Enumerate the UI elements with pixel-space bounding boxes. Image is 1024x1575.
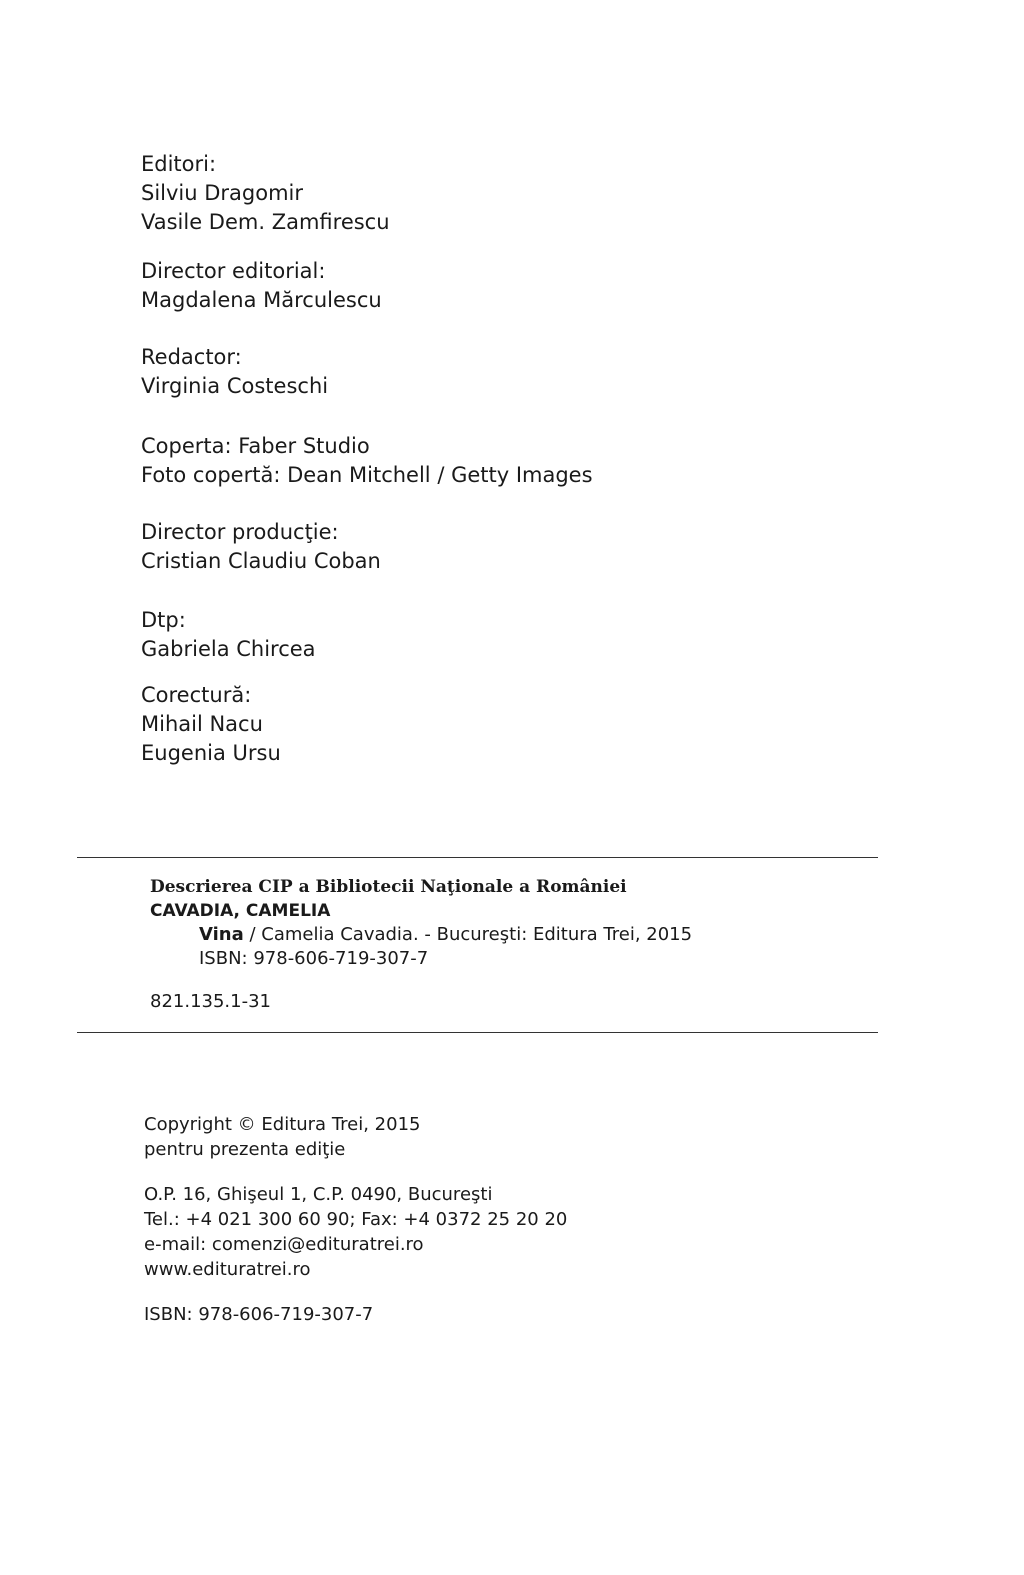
cip-author: CAVADIA, CAMELIA xyxy=(150,901,331,921)
credit-role: Corectură: xyxy=(141,683,252,707)
credit-name: Virginia Costeschi xyxy=(141,374,329,398)
credit-director-editorial xyxy=(141,257,382,315)
credit-name: Eugenia Ursu xyxy=(141,741,281,765)
credit-role: Redactor: xyxy=(141,345,242,369)
credit-dtp xyxy=(141,606,316,664)
cip-top-rule xyxy=(77,857,878,858)
imprint-isbn: ISBN: 978-606-719-307-7 xyxy=(144,1304,374,1325)
edition-line: pentru prezenta ediţie xyxy=(144,1139,346,1160)
credit-director-productie xyxy=(141,518,381,576)
imprint-section xyxy=(144,1112,844,1327)
credit-redactor xyxy=(141,343,328,401)
credit-name: Vasile Dem. Zamfirescu xyxy=(141,210,390,234)
credit-name: Silviu Dragomir xyxy=(141,181,304,205)
cip-classification: 821.135.1-31 xyxy=(150,991,272,1012)
phone-line: Tel.: +4 021 300 60 90; Fax: +4 0372 25 20 20 xyxy=(144,1209,568,1230)
credit-name: Cristian Claudiu Coban xyxy=(141,549,381,573)
credit-line: Coperta: Faber Studio xyxy=(141,434,370,458)
credit-role: Director producţie: xyxy=(141,520,339,544)
credit-name: Magdalena Mărculescu xyxy=(141,288,382,312)
cip-title-rest: / Camelia Cavadia. - Bucureşti: Editura Trei, 2015 xyxy=(243,924,693,945)
cip-bottom-rule xyxy=(77,1032,878,1033)
credit-coperta xyxy=(141,432,593,490)
address-line: O.P. 16, Ghişeul 1, C.P. 0490, Bucureşti xyxy=(144,1184,493,1205)
cip-title-line xyxy=(150,923,850,947)
email-line: e-mail: comenzi@edituratrei.ro xyxy=(144,1234,424,1255)
credit-name: Gabriela Chircea xyxy=(141,637,316,661)
cip-heading: Descrierea CIP a Bibliotecii Naţionale a României xyxy=(150,877,627,897)
cip-book-title: Vina xyxy=(199,924,244,945)
credit-name: Mihail Nacu xyxy=(141,712,263,736)
credit-role: Editori: xyxy=(141,152,217,176)
credit-corectura xyxy=(141,681,281,768)
cip-isbn: ISBN: 978-606-719-307-7 xyxy=(199,948,429,969)
website-line: www.edituratrei.ro xyxy=(144,1259,311,1280)
credit-line: Foto copertă: Dean Mitchell / Getty Images xyxy=(141,463,593,487)
cip-description xyxy=(150,875,850,1012)
credit-role: Dtp: xyxy=(141,608,186,632)
credit-editori xyxy=(141,150,390,237)
credit-role: Director editorial: xyxy=(141,259,326,283)
copyright-line: Copyright © Editura Trei, 2015 xyxy=(144,1114,421,1135)
